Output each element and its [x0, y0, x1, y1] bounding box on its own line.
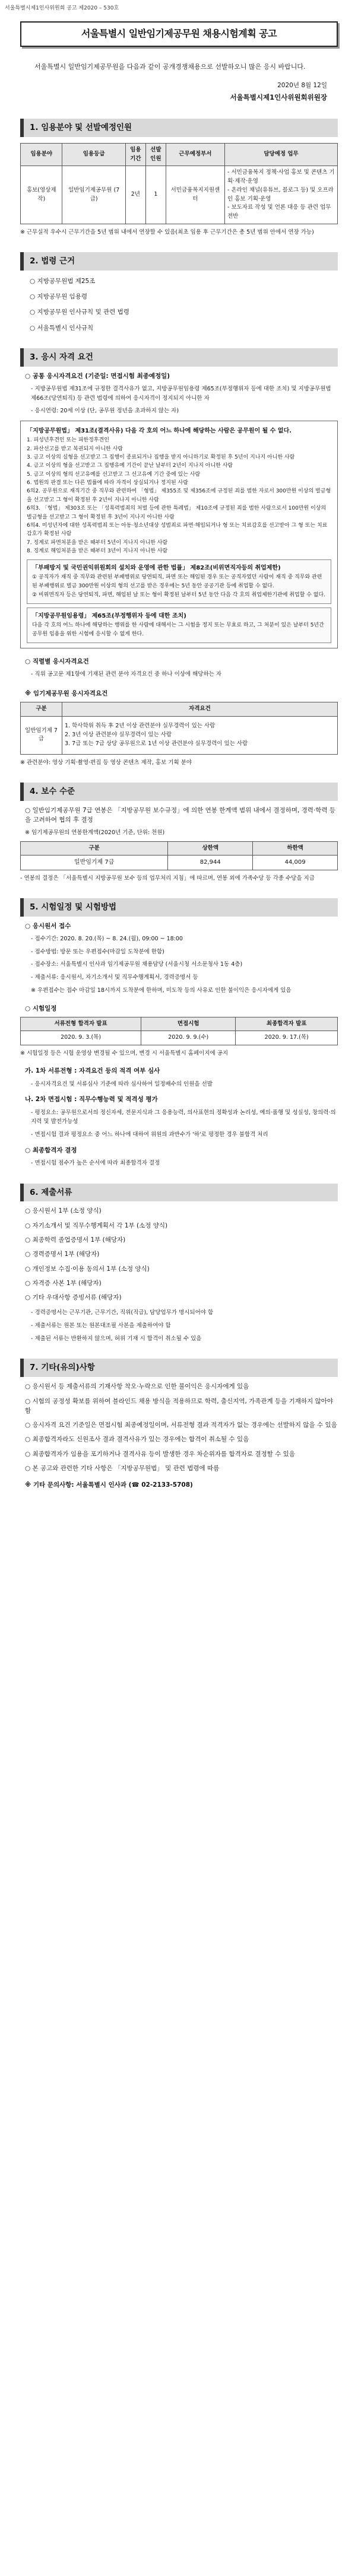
final-title: ○ 최종합격자 결정	[25, 1146, 77, 1154]
sched-cell: 2020. 9. 17.(목)	[236, 1031, 338, 1045]
disqualification-box	[20, 421, 338, 648]
notice-item: ○ 최종합격자가 임용을 포기하거나 결격사유 등이 발생한 경우 차순위자를 합격자로 결정할 수 있음	[25, 1450, 295, 1458]
disq-line: 6의3. 「형법」 제303조 또는 「성폭력범죄의 처벌 등에 관한 특례법」 제10조에 규정된 죄를 범한 사람으로서 100만원 이상의 벌금형을 선고받고 그 형이 확정된 후 3년이 지나지 아니한 사람	[27, 505, 327, 520]
doc-note: - 경력증명서는 근무기관, 근무기간, 직위(직급), 담당업무가 명시되어야 함	[31, 1309, 214, 1316]
sched-col: 면접시험	[141, 1017, 236, 1031]
req-cell-kind: 일반임기제 7급	[21, 716, 62, 754]
col-period: 임용기간	[125, 143, 145, 166]
cell-period: 2년	[125, 166, 145, 224]
section-3-heading: 3. 응시 자격 요건	[20, 348, 338, 367]
section-4-heading: 4. 보수 수준	[20, 783, 338, 801]
law-item: ○ 지방공무원법 제25조	[30, 277, 96, 285]
duty-line: - 온라인 채널(유튜브, 블로그 등) 및 오프라인 홍보 기획·운영	[227, 186, 334, 202]
disq-line: 8. 징계로 해임처분을 받은 때부터 3년이 지나지 아니한 사람	[27, 548, 168, 555]
doc-note: - 제출서류는 원본 또는 원본대조필 사본을 제출하여야 함	[31, 1322, 171, 1329]
sched-title: ○ 시험일정	[25, 1004, 57, 1012]
disq-line: 5. 금고 이상의 형의 선고유예를 선고받고 그 선고유예 기간 중에 있는 사람	[27, 471, 201, 478]
apply-line: - 제출서류: 응시원서, 자기소개서 및 직무수행계획서, 경력증명서 등	[31, 974, 198, 981]
doc-item: ○ 개인정보 수집·이용 동의서 1부 (소정 양식)	[25, 1265, 150, 1273]
pay-cell-kind: 일반임기제 7급	[21, 856, 168, 870]
step2-title: 나. 2차 면접시험 : 직무수행능력 및 적격성 평가	[25, 1096, 158, 1103]
age-req-text: - 응시연령: 20세 이상 (단, 공무원 정년을 초과하지 않는 자)	[31, 408, 179, 415]
req-line: 3. 7급 또는 7급 상당 공무원으로 1년 이상 관련분야 실무경력이 있는 사람	[65, 740, 248, 747]
req-cell-cond	[62, 716, 338, 754]
misconduct-title: 「지방공무원임용령」 제65조(부정행위자 등에 대한 조치)	[32, 612, 186, 619]
disq-line: 1. 피성년후견인 또는 피한정후견인	[27, 437, 109, 444]
req-table	[20, 702, 338, 755]
notice-signer: 서울특별시제1인사위원회위원장	[230, 93, 327, 102]
req-table-header: ※ 임기제공무원 응시자격요건	[25, 689, 108, 697]
field-req-title: ○ 직렬별 응시자격요건	[25, 657, 89, 665]
doc-item: ○ 최종학력 졸업증명서 1부 (해당자)	[25, 1236, 126, 1244]
apply-line: ※ 우편접수는 접수 마감일 18시까지 도착분에 한하며, 미도착 등의 사유로 인한 불이익은 응시자에게 있음	[31, 987, 292, 994]
apply-line: - 접수장소: 서울특별시 인사과 임기제공무원 채용담당 (서울시청 서소문청사 1동 4층)	[31, 961, 243, 968]
disq-line: 6. 법원의 판결 또는 다른 법률에 따라 자격이 상실되거나 정지된 사람	[27, 480, 188, 486]
cell-field: 홍보(영상제작)	[21, 166, 62, 224]
contact-line: ※ 기타 문의사항: 서울특별시 인사과 (☎ 02-2133-5708)	[25, 1481, 193, 1489]
common-req-title: ○ 공통 응시자격요건 (기준일: 면접시험 최종예정일)	[25, 372, 170, 380]
field-req-text: - 직위 공고문 제1항에 기재된 관련 분야 자격요건 중 하나 이상에 해당하는 자	[31, 671, 222, 678]
notice-item: ○ 시험의 공정성 확보를 위하여 블라인드 채용 방식을 적용하므로 학력, 출신지역, 가족관계 등을 기재하지 않아야 함	[25, 1397, 333, 1414]
disq-line: 3. 금고 이상의 실형을 선고받고 그 집행이 종료되거나 집행을 받지 아니하기로 확정된 후 5년이 지나지 아니한 사람	[27, 454, 295, 460]
section-2-heading: 2. 법령 근거	[20, 252, 338, 271]
notice-date: 2020년 8월 12일	[277, 81, 327, 89]
section-5-heading: 5. 시험일정 및 시험방법	[20, 898, 338, 917]
final-text: - 면접시험 점수가 높은 순서에 따라 최종합격자 결정	[31, 1159, 160, 1166]
req-line: 2. 3년 이상 관련분야 실무경력이 있는 사람	[65, 731, 172, 738]
duty-line: - 서민금융복지 정책·사업 홍보 및 콘텐츠 기획·제작·운영	[227, 169, 335, 185]
law-item: ○ 서울특별시 인사규칙	[30, 324, 94, 332]
pay-col-upper: 상한액	[168, 841, 253, 856]
common-req-text: - 지방공무원법 제31조에 규정한 결격사유가 없고, 지방공무원임용령 제65조(부정행위자 등에 대한 조치) 및 지방공무원법 제66조(당연퇴직) 등 관련 법령에 의하여 응시자격이 정지되지 아니한 자	[31, 386, 331, 402]
notice-item: ○ 본 공고와 관련한 기타 사항은 「지방공무원법」 및 관련 법령에 따름	[25, 1464, 220, 1472]
anti-corruption-line: ① 공직자가 재직 중 직무와 관련된 부패행위로 당연퇴직, 파면 또는 해임된 경우 또는 공직자였던 사람이 재직 중 직무와 관련된 부패행위로 벌금 300만원 이상의 형의 선고를 받은 경우에는 5년 동안 공공기관 등에 취업할 수 없다.	[32, 574, 322, 589]
step1-title: 가. 1차 서류전형 : 자격요건 등의 적격 여부 심사	[25, 1067, 160, 1075]
cell-duties	[225, 166, 338, 224]
req-col-kind: 구분	[21, 702, 62, 717]
req-note: ※ 관련분야: 영상 기획·촬영·편집 등 영상 콘텐츠 제작, 홍보 기획 분야	[20, 759, 192, 766]
disqualification-title: 「지방공무원법」 제31조(결격사유) 다음 각 호의 어느 하나에 해당하는 사람은 공무원이 될 수 없다.	[27, 428, 292, 435]
sched-cell: 2020. 9. 3.(목)	[21, 1031, 141, 1045]
disq-line: 6의4. 미성년자에 대한 성폭력범죄 또는 아동·청소년대상 성범죄로 파면·해임되거나 형 또는 치료감호를 선고받아 그 형 또는 치료감호가 확정된 사람	[27, 523, 328, 538]
intro-text: 서울특별시 일반임기제공무원을 다음과 같이 공개경쟁채용으로 선발하오니 많은 응시 바랍니다.	[34, 62, 306, 71]
pay-cell-lower: 44,009	[253, 856, 338, 870]
req-line: 1. 학사학위 취득 후 2년 이상 관련분야 실무경력이 있는 사람	[65, 723, 216, 730]
pay-table	[20, 841, 338, 870]
section-1-heading: 1. 임용분야 및 선발예정인원	[20, 119, 338, 137]
notice-item: ○ 응시자격 요건 기준일은 면접시험 최종예정일이며, 서류전형 결과 적격자가 없는 경우에는 선발하지 않을 수 있음	[25, 1421, 337, 1429]
disq-line: 4. 금고 이상의 형을 선고받고 그 집행유예 기간이 끝난 날부터 2년이 지나지 아니한 사람	[27, 463, 233, 469]
notice-item: ○ 응시원서 등 제출서류의 기재사항 착오·누락으로 인한 불이익은 응시자에게 있음	[25, 1383, 249, 1391]
doc-item: ○ 자기소개서 및 직무수행계획서 각 1부 (소정 양식)	[25, 1222, 168, 1229]
col-field: 임용분야	[21, 143, 62, 166]
apply-line: - 접수기간: 2020. 8. 20.(목) ~ 8. 24.(월), 09:00 ~ 18:00	[31, 936, 183, 943]
notice-item: ○ 최종합격자라도 신원조사 결과 결격사유가 있는 경우에는 합격이 취소될 수 있음	[25, 1436, 249, 1443]
misconduct-text: 다음 각 호의 어느 하나에 해당하는 행위를 한 사람에 대해서는 그 시험을 정지 또는 무효로 하고, 그 처분이 있은 날부터 5년간 공무원 임용을 위한 시험에 응시할 수 없게 한다.	[32, 622, 324, 637]
pay-text: ○ 일반임기제공무원 7급 연봉은 「지방공무원 보수규정」에 의한 연봉 한계액 범위 내에서 결정하며, 경력·학력 등을 고려하여 협의 후 결정	[25, 806, 336, 824]
cell-count: 1	[145, 166, 166, 224]
section-7-heading: 7. 기타(유의)사항	[20, 1359, 338, 1377]
notice-number: 서울특별시제1인사위원회 공고 제2020 – 530호	[5, 5, 119, 11]
step2-line: - 평정요소: 공무원으로서의 정신자세, 전문지식과 그 응용능력, 의사표현의 정확성과 논리성, 예의·품행 및 성실성, 창의력·의지력 및 발전가능성	[31, 1109, 336, 1125]
col-grade: 임용등급	[62, 143, 125, 166]
duty-line: - 보도자료 작성 및 언론 대응 등 관련 업무 전반	[227, 204, 331, 220]
col-duties: 담당예정 업무	[225, 143, 338, 166]
col-dept: 근무예정부서	[166, 143, 224, 166]
law-item: ○ 지방공무원 임용령	[30, 293, 87, 301]
misconduct-box	[27, 608, 331, 643]
sched-note: ※ 시험일정 등은 시험 운영상 변경될 수 있으며, 변경 시 서울특별시 홈페이지에 공지	[20, 1050, 229, 1057]
cell-grade: 일반임기제공무원 (7급)	[62, 166, 125, 224]
doc-item: ○ 기타 우대사항 증빙서류 (해당자)	[25, 1294, 122, 1302]
anti-corruption-line: ② 비위면직자 등은 당연퇴직, 파면, 해임된 날 또는 형이 확정된 날부터 5년 동안 다음 각 호의 취업제한기관에 취업할 수 없다.	[32, 591, 326, 598]
pay-cell-upper: 82,944	[168, 856, 253, 870]
anti-corruption-box	[27, 559, 331, 604]
anti-corruption-title: 「부패방지 및 국민권익위원회의 설치와 운영에 관한 법률」 제82조(비위면직자등의 취업제한)	[32, 564, 281, 571]
recruit-table	[20, 143, 338, 224]
doc-note: - 제출된 서류는 반환하지 않으며, 허위 기재 시 합격이 취소될 수 있음	[31, 1335, 202, 1342]
page-title: 서울특별시 일반임기제공무원 채용시험계획 공고	[20, 21, 338, 47]
doc-item: ○ 경력증명서 1부 (해당자)	[25, 1251, 100, 1258]
disq-line: 6의2. 공무원으로 재직기간 중 직무와 관련하여 「형법」 제355조 및 제356조에 규정된 죄를 범한 자로서 300만원 이상의 벌금형을 선고받고 그 형이 확정된 후 2년이 지나지 아니한 사람	[27, 488, 331, 503]
sched-cell: 2020. 9. 9.(수)	[141, 1031, 236, 1045]
sched-col: 최종합격자 발표	[236, 1017, 338, 1031]
pay-after: - 연봉의 결정은 「서울특별시 지방공무원 보수 등의 업무처리 지침」에 따르며, 연봉 외에 가족수당 등 각종 수당을 지급	[20, 874, 315, 882]
doc-item: ○ 응시원서 1부 (소정 양식)	[25, 1207, 102, 1215]
doc-item: ○ 자격증 사본 1부 (해당자)	[25, 1279, 102, 1287]
apply-title: ○ 응시원서 접수	[25, 922, 71, 930]
pay-note: ※ 임기제공무원의 연봉한계액(2020년 기준, 단위: 천원)	[25, 829, 165, 837]
section-6-heading: 6. 제출서류	[20, 1184, 338, 1202]
section-1-note: ※ 근무실적 우수시 근무기간을 5년 범위 내에서 연장할 수 있음(최초 임용 후 근무기간은 총 5년 범위 안에서 연장 가능)	[20, 228, 314, 236]
apply-line: - 접수방법: 방문 또는 우편접수(마감일 도착분에 한함)	[31, 948, 164, 955]
disq-line: 7. 징계로 파면처분을 받은 때부터 5년이 지나지 아니한 사람	[27, 539, 168, 546]
step1-text: - 응시자격요건 및 서류심사 기준에 따라 심사하여 일정배수의 인원을 선발	[31, 1080, 213, 1087]
pay-col-kind: 구분	[21, 841, 168, 856]
pay-col-lower: 하한액	[253, 841, 338, 856]
sched-col: 서류전형 합격자 발표	[21, 1017, 141, 1031]
req-col-cond: 자격요건	[62, 702, 338, 717]
cell-dept: 서민금융복지지원센터	[166, 166, 224, 224]
law-item: ○ 지방공무원 인사규칙 및 관련 법령	[30, 309, 129, 316]
col-count: 선발인원	[145, 143, 166, 166]
disq-line: 2. 파산선고를 받고 복권되지 아니한 사람	[27, 446, 123, 452]
step2-line: - 면접시험 결과 평정요소 중 어느 하나에 대하여 위원의 과반수가 '하'로 평정한 경우 불합격 처리	[31, 1131, 268, 1138]
sched-table	[20, 1017, 338, 1045]
